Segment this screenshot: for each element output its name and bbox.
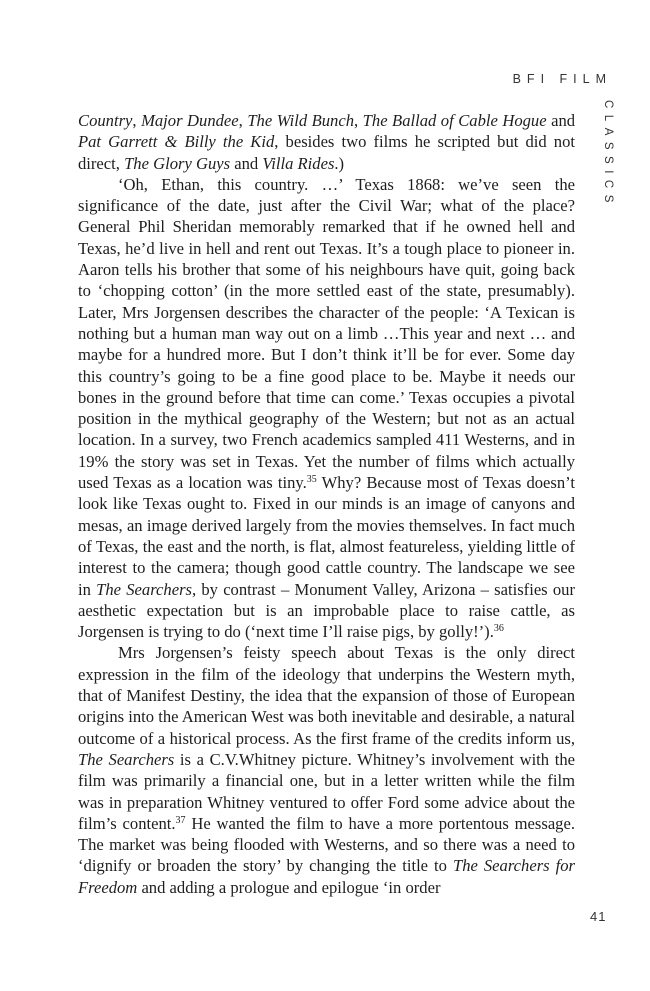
body-text — [78, 110, 575, 898]
paragraph-3 — [78, 642, 575, 898]
text-run: , — [132, 111, 142, 130]
film-title: Country — [78, 111, 133, 130]
paragraph-2 — [78, 174, 575, 643]
text-run: Mrs Jorgensen’s feisty speech about Texas is the only direct expression in the film of the ideology that underpins the Western myth, that of Manifest Destiny, the idea that the expansion of those of European origins into the American West was both inevitable and desirable, a natural outcome of a historical process. As the first frame of the credits inform us, — [78, 643, 575, 748]
running-header: BFI FILM — [512, 72, 612, 86]
film-title: The Searchers for Freedom — [78, 856, 576, 897]
text-run: , besides two films he scripted but did not direct, — [78, 132, 576, 173]
text-run: and — [546, 111, 576, 130]
film-title: The Ballad of Cable Hogue — [362, 111, 547, 130]
page-number: 41 — [590, 909, 607, 924]
footnote-ref: 36 — [493, 623, 504, 635]
film-title: Pat Garrett & Billy the Kid — [78, 132, 275, 152]
film-title: The Searchers — [78, 749, 175, 769]
film-title: Major Dundee — [141, 111, 239, 130]
text-run: and — [230, 153, 263, 173]
series-sidebar: CLASSICS — [602, 100, 614, 209]
paragraph-1 — [78, 110, 575, 174]
text-run: , — [354, 111, 363, 130]
film-title: Villa Rides — [262, 153, 335, 173]
film-title: The Searchers — [96, 579, 192, 599]
text-run: is a C.V.Whitney picture. Whitney’s involvement with the film was primarily a financial one, but in a letter written while the film was in preparation Whitney ventured to offer Ford some advice about the film’s content. — [78, 749, 575, 833]
text-run: and adding a prologue and epilogue ‘in order — [137, 877, 441, 897]
text-run: Why? Because most of Texas doesn’t look like Texas ought to. Fixed in our minds is an image of canyons and mesas, an image derived largely from the movies themselves. In fact much of Texas, the east and the north, is flat, almost featureless, yielding little of interest to the camera; though good cattle country. The landscape we see in — [78, 473, 575, 599]
film-title: The Wild Bunch — [247, 111, 355, 130]
footnote-ref: 37 — [175, 814, 186, 826]
text-run: , by contrast – Monument Valley, Arizona – satisfies our aesthetic expectation but is an improbable place to raise cattle, as Jorgensen is trying to do (‘next time I’ll raise pigs, by golly!’). — [78, 579, 575, 642]
text-run: , — [238, 111, 248, 130]
footnote-ref: 35 — [306, 474, 317, 486]
text-run: He wanted the film to have a more portentous message. The market was being flooded with Westerns, and so there was a need to ‘dignify or broaden the story’ by changing the title to — [78, 813, 575, 876]
film-title: The Glory Guys — [124, 153, 231, 173]
text-run: ‘Oh, Ethan, this country. …’ Texas 1868: we’ve seen the significance of the date, just after the Civil War; what of the place? General Phil Sheridan memorably remarked that if he owned hell and Texas, he’d live in hell and rent out Texas. It’s a tough place to pioneer in. Aaron tells his brother that some of his neighbours have quit, going back to ‘chopping cotton’ (in the more settled east of the state, presumably). Later, Mrs Jorgensen describes the character of the people: ‘A Texican is nothing but a human man way out on a limb …This year and next … and maybe for a hundred more. But I don’t think it’ll be for ever. Some day this country’s going to be a fine good place to be. Maybe it needs our bones in the ground before that time can come.’ Texas occupies a pivotal position in the mythical geography of the Western; but not as an actual location. In a survey, two French academics sampled 411 Westerns, and in 19% the story was set in Texas. Yet the number of films which actually used Texas as a location was tiny. — [78, 174, 575, 493]
text-run: .) — [334, 153, 345, 173]
